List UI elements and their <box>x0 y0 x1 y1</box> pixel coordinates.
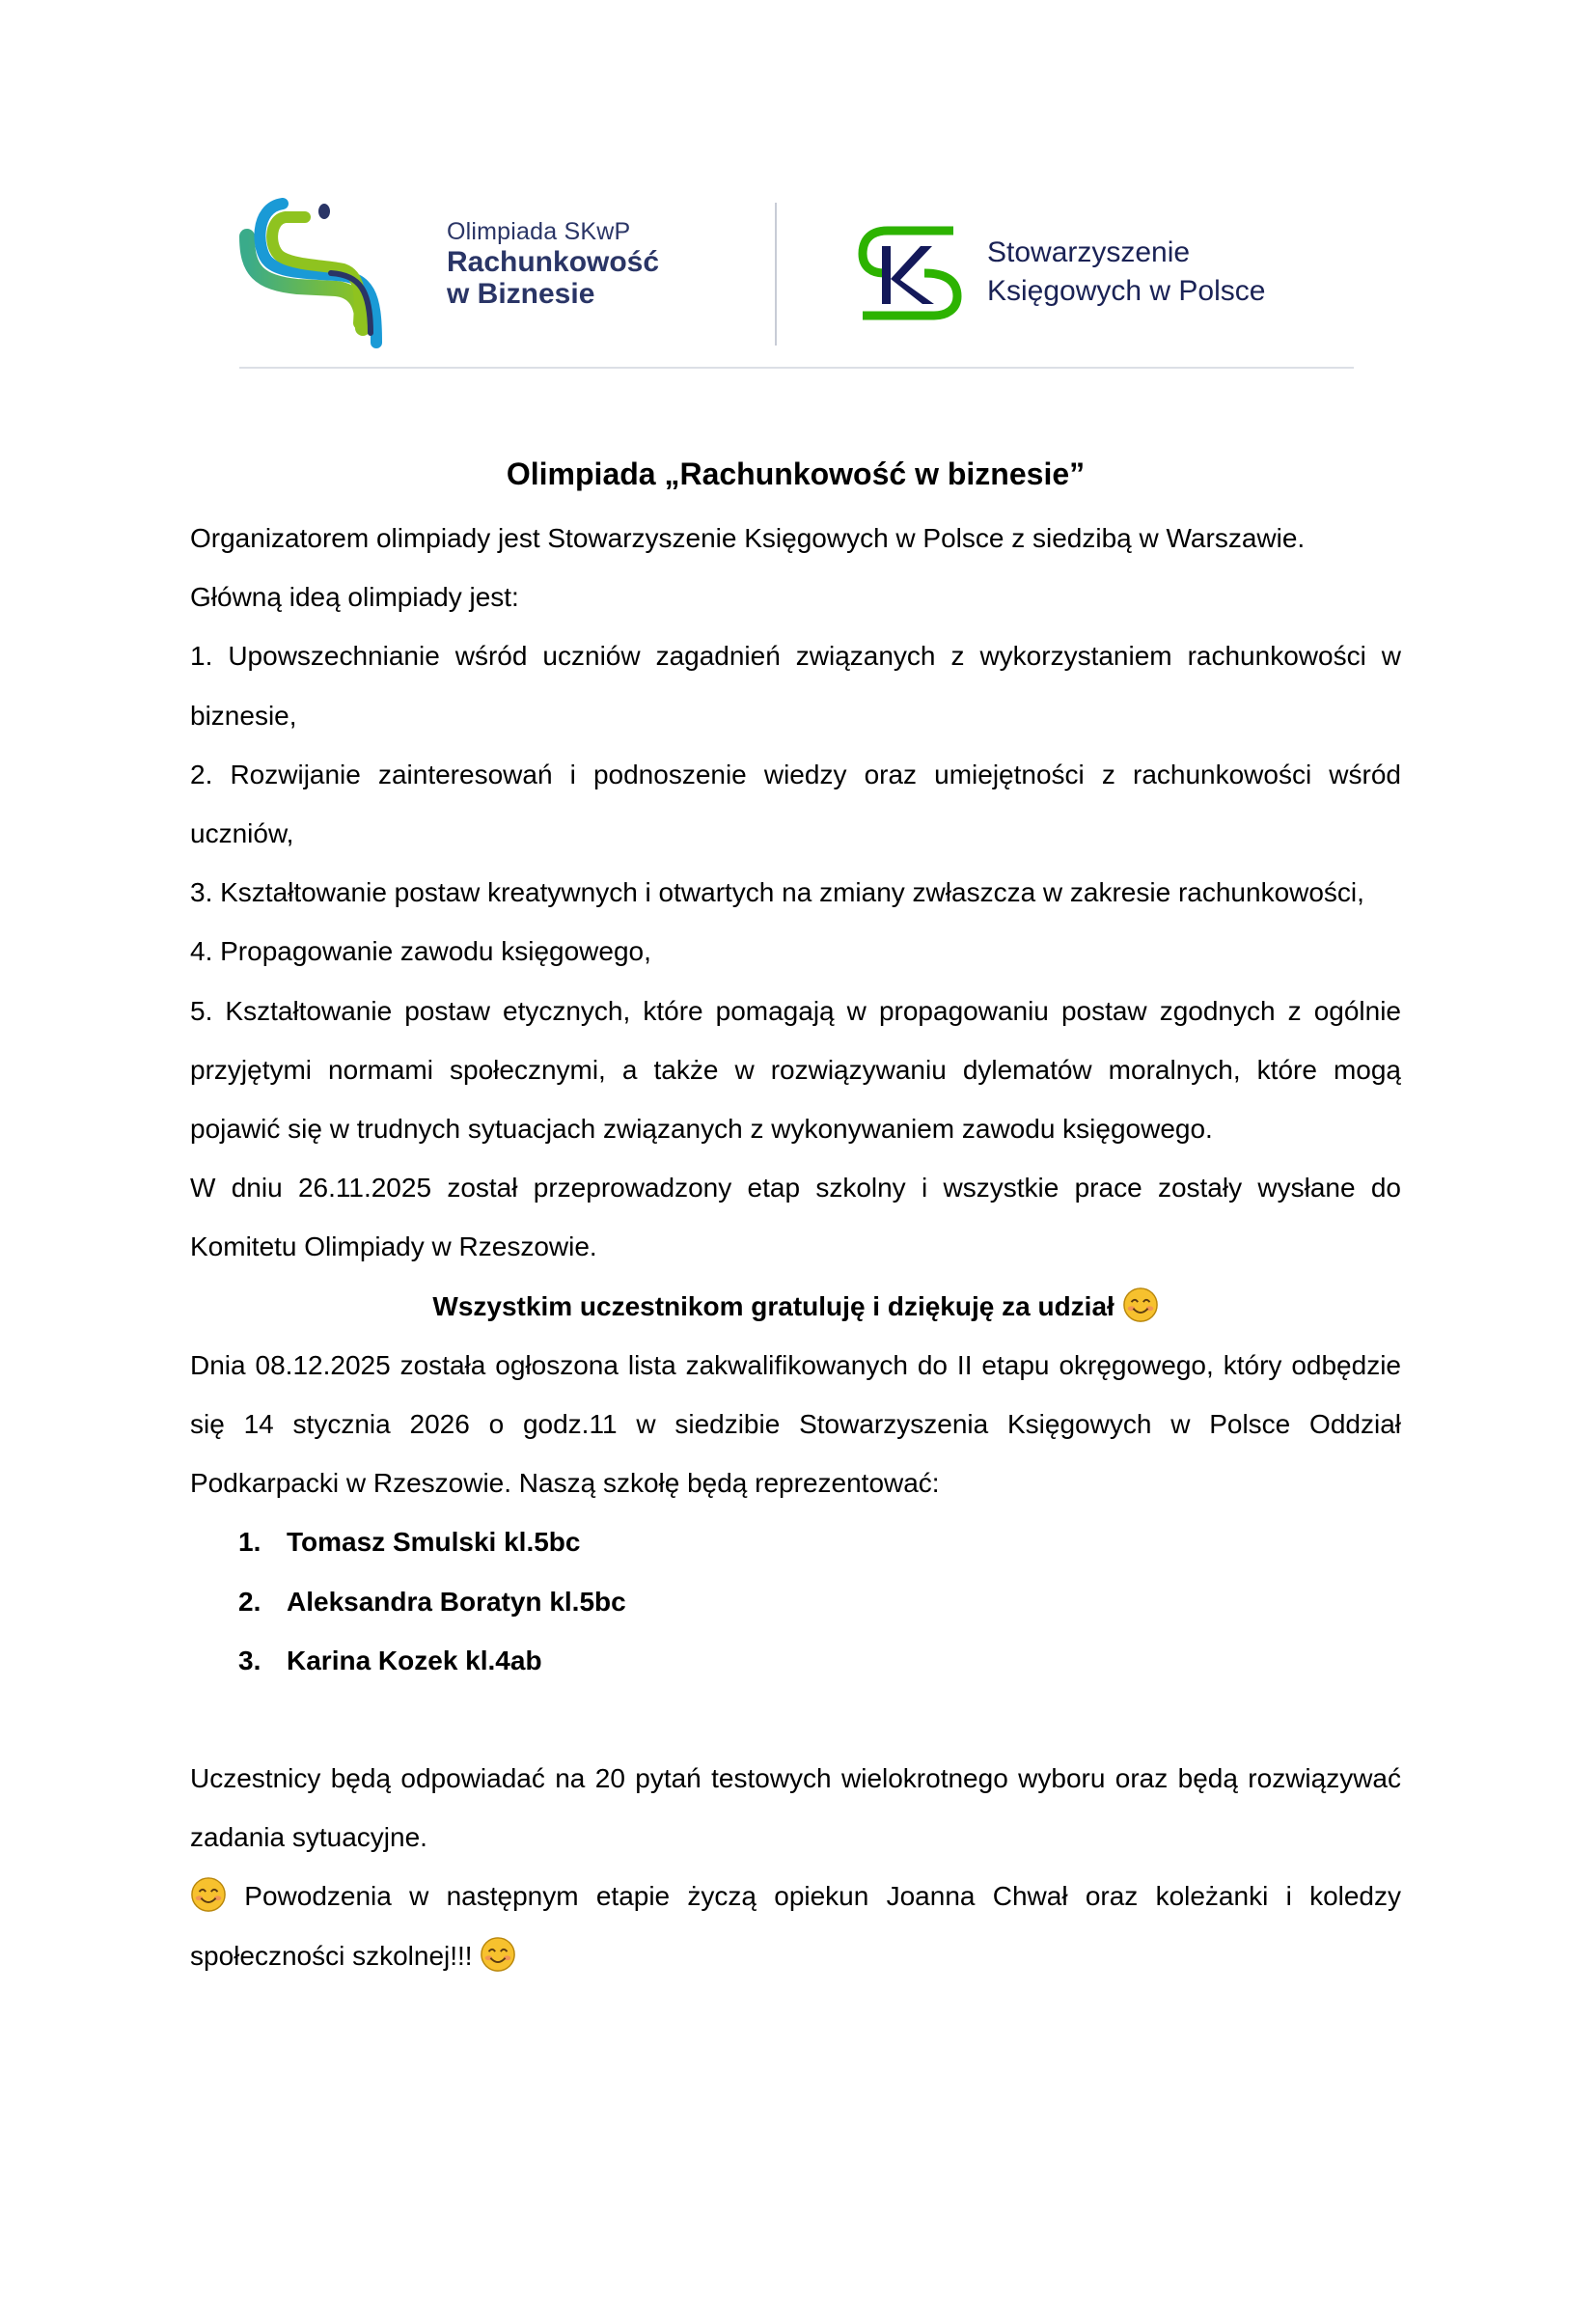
goals-heading: Główną ideą olimpiady jest: <box>190 582 519 613</box>
blank-line <box>190 1690 1401 1749</box>
olimpiada-logo-text <box>447 217 659 310</box>
goal-item-2: 2. Rozwijanie zainteresowań i podnoszenie wiedzy oraz umiejętności z rachunkowości wśród uczniów, <box>190 759 1401 849</box>
school-stage-paragraph: W dniu 26.11.2025 został przeprowadzony etap szkolny i wszystkie prace zostały wysłane do Komitetu Olimpiady w Rzeszowie. <box>190 1173 1401 1262</box>
document-body <box>190 449 1401 1985</box>
thanks-text: Wszystkim uczestnikom gratuluję i dziękuję za udział <box>432 1290 1114 1321</box>
participant-item <box>238 1631 1401 1690</box>
closing-paragraph <box>190 1867 1401 1984</box>
participant-number: 3. <box>238 1645 261 1675</box>
smiling-face-icon <box>190 1876 227 1913</box>
olimpiada-logo-line2: Rachunkowość <box>447 246 660 278</box>
participant-number: 1. <box>238 1527 261 1558</box>
skwp-logo <box>857 222 1359 328</box>
participant-name: Karina Kozek kl.4ab <box>287 1645 542 1675</box>
skwp-logo-line1: Stowarzyszenie <box>987 236 1191 268</box>
participant-name: Aleksandra Boratyn kl.5bc <box>287 1586 626 1617</box>
format-paragraph: Uczestnicy będą odpowiadać na 20 pytań testowych wielokrotnego wyboru oraz będą rozwiązywać zadania sytuacyjne. <box>190 1763 1401 1853</box>
participant-item <box>238 1572 1401 1631</box>
skwp-mark-icon <box>857 225 965 321</box>
skwp-logo-text <box>987 234 1265 311</box>
participant-item <box>238 1512 1401 1571</box>
olimpiada-swoosh-icon <box>239 198 413 352</box>
closing-text: Powodzenia w następnym etapie życzą opiekun Joanna Chwał oraz koleżanki i koledzy społeczności szkolnej!!! <box>190 1881 1402 1971</box>
participant-name: Tomasz Smulski kl.5bc <box>287 1527 581 1558</box>
page-header <box>239 193 1354 357</box>
document-title: Olimpiada „Rachunkowość w biznesie” <box>506 456 1086 491</box>
goal-item-3: 3. Kształtowanie postaw kreatywnych i otwartych na zmiany zwłaszcza w zakresie rachunkowości, <box>190 877 1364 908</box>
thanks-line <box>190 1277 1401 1336</box>
logo-divider <box>775 203 777 346</box>
qualified-paragraph: Dnia 08.12.2025 została ogłoszona lista zakwalifikowanych do II etapu okręgowego, który odbędzie się 14 stycznia 2026 o godz.11 w siedzibie Stowarzyszenia Księgowych w Polsce Oddział Podkarpacki w Rzeszowie. Naszą szkołę będą reprezentować: <box>190 1349 1401 1499</box>
smiling-face-icon <box>1122 1286 1159 1323</box>
goal-item-4: 4. Propagowanie zawodu księgowego, <box>190 936 651 967</box>
intro-paragraph: Organizatorem olimpiady jest Stowarzyszenie Księgowych w Polsce z siedzibą w Warszawie. <box>190 523 1306 553</box>
goal-item-5: 5. Kształtowanie postaw etycznych, które pomagają w propagowaniu postaw zgodnych z ogólnie przyjętymi normami społecznymi, a także w rozwiązywaniu dylematów moralnych, które mogą pojawić się w trudnych sytuacjach związanych z wykonywaniem zawodu księgowego. <box>190 995 1401 1145</box>
goal-item-1: 1. Upowszechnianie wśród uczniów zagadnień związanych z wykorzystaniem rachunkowości w biznesie, <box>190 641 1401 731</box>
header-rule <box>239 367 1354 369</box>
participant-number: 2. <box>238 1586 261 1617</box>
olimpiada-logo-line1: Olimpiada SKwP <box>447 218 631 245</box>
olimpiada-logo <box>239 193 741 352</box>
participants-list <box>190 1512 1401 1690</box>
olimpiada-logo-line3: w Biznesie <box>447 278 595 310</box>
smiling-face-icon <box>480 1936 516 1973</box>
skwp-logo-line2: Księgowych w Polsce <box>987 275 1266 307</box>
